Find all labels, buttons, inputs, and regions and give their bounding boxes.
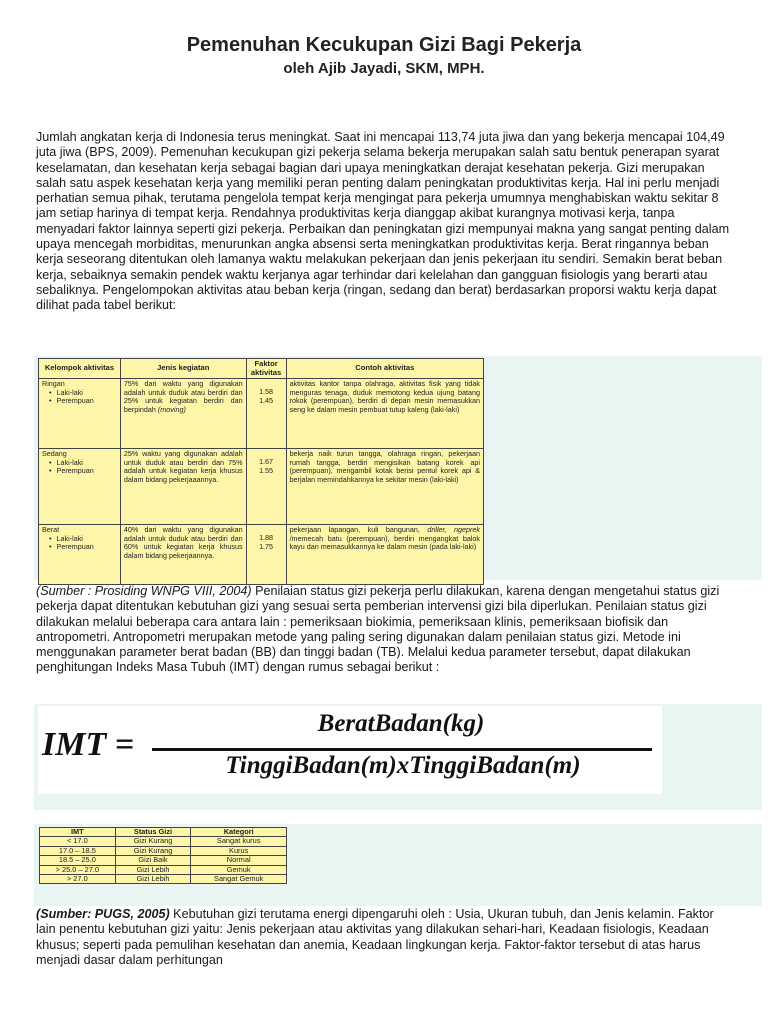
group-female: • Perempuan — [42, 543, 117, 552]
activity-italic: (moving) — [157, 404, 186, 414]
imt-value: 18.5 – 25.0 — [40, 856, 116, 865]
table-row — [39, 449, 484, 525]
nutrition-needs-text: Kebutuhan gizi terutama energi dipengaruhi oleh : Usia, Ukuran tubuh, dan Jenis kelamin. Faktor lain penentu kebutuhan gizi yaitu: Jenis pekerjaan atau aktivitas yang dilakukan sehari-hari, Keadaan fisiologis, Keadaan khusus; seperti pada pemulihan kesehatan dan anemia, Keadaan lingkungan kerja. Faktor-faktor tersebut di atas harus menjadi dasar dalam perhitungan — [36, 907, 714, 967]
imt-table-panel — [34, 824, 762, 906]
imt-status: Gizi Kurang — [115, 846, 191, 855]
header-example: Contoh aktivitas — [286, 359, 483, 379]
imt-category: Kurus — [191, 846, 287, 855]
activity-cell — [120, 379, 246, 449]
factor-female: 1.45 — [259, 395, 274, 405]
header-activity: Jenis kegiatan — [120, 359, 246, 379]
activity-table-header — [39, 359, 484, 379]
imt-formula — [38, 706, 662, 794]
activity-table-panel — [34, 356, 762, 580]
table-row — [40, 837, 287, 846]
imt-category: Sangat Gemuk — [191, 875, 287, 884]
group-cell — [39, 379, 121, 449]
formula-numerator: BeratBadan(kg) — [317, 710, 485, 737]
header-category: Kategori — [191, 828, 287, 837]
factor-male: 1.58 — [259, 387, 274, 397]
group-label: Sedang — [42, 449, 67, 459]
activity-text: 75% dari waktu yang digunakan adalah untuk duduk atau berdiri dan 25% untuk kegiatan berdiri dan berpindah — [123, 379, 243, 414]
example-cell — [286, 525, 483, 585]
imt-category: Gemuk — [191, 865, 287, 874]
group-cell — [39, 449, 121, 525]
imt-status: Gizi Kurang — [115, 837, 191, 846]
imt-table — [39, 827, 287, 884]
factor-female: 1.55 — [259, 465, 274, 475]
imt-value: 17.0 – 18.5 — [40, 846, 116, 855]
intro-paragraph: Jumlah angkatan kerja di Indonesia terus meningkat. Saat ini mencapai 113,74 juta jiwa dan yang bekerja mencapai 104,49 juta jiwa (BPS, 2009). Pemenuhan kecukupan gizi pekerja selama bekerja merupakan salah satu bentuk penerapan syarat keselamatan, dan kesehatan kerja sebagai bagian dari upaya meningkatkan derajat kesehatan pekerja. Gizi merupakan salah satu aspek kesehatan kerja yang memiliki peran penting dalam peningkatan produktivitas kerja. Hal ini perlu menjadi perhatian semua pihak, terutama pengelola tempat kerja mengingat para pekerja umumnya menghabiskan waktu sekitar 8 jam setiap harinya di tempat kerja. Rendahnya produktivitas kerja dianggap akibat kurangnya motivasi kerja, tanpa menyadari faktor lainnya seperti gizi pekerja. Perbaikan dan peningkatan gizi mempunyai makna yang sangat penting dalam upaya mencegah morbiditas, menurunkan angka absensi serta meningkatkan produktivitas kerja. Berat ringannya beban kerja seseorang ditentukan oleh lamanya waktu melakukan pekerjaan dan jenis pekerjaan itu sendiri. Semakin berat beban kerja, sebaiknya semakin pendek waktu kerjanya agar terhindar dari kelelahan dan gangguan fisiologis yang berarti atau sebaliknya. Pengelompokan aktivitas atau beban kerja (ringan, sedang dan berat) berdasarkan proporsi waktu kerja dapat dilihat pada tabel berikut: — [36, 130, 730, 313]
table-row — [39, 379, 484, 449]
header-group: Kelompok aktivitas — [39, 359, 121, 379]
factor-female: 1.75 — [259, 541, 274, 551]
factor-male: 1.67 — [259, 457, 274, 467]
group-label: Ringan — [42, 379, 65, 389]
imt-value: > 25.0 – 27.0 — [40, 865, 116, 874]
formula-fraction-bar — [152, 748, 652, 751]
example-text: /memecah batu (perempuan), berdiri mengangkat balok kayu dan memasukkannya ke dalam mesin (pada laki-laki) — [289, 533, 480, 552]
table-row — [40, 856, 287, 865]
activity-cell: 25% waktu yang digunakan adalah untuk duduk atau berdiri dan 75% adalah untuk kegiatan kerja khusus dalam bidang pekerjaaannya. — [120, 449, 246, 525]
imt-status: Gizi Baik — [115, 856, 191, 865]
source-citation-2: (Sumber: PUGS, 2005) — [36, 907, 170, 921]
table-row — [39, 525, 484, 585]
formula-lhs: IMT = — [42, 726, 135, 763]
header-status: Status Gizi — [115, 828, 191, 837]
group-label: Berat — [42, 525, 60, 535]
nutrition-needs-paragraph — [36, 907, 736, 968]
document-title: Pemenuhan Kecukupan Gizi Bagi Pekerja — [186, 34, 582, 56]
example-cell: aktivitas kantor tanpa olahraga, aktivitas fisik yang tidak menguras tenaga, duduk memotong kedua ujung batang rokok (perempuan), berdiri di depan mesin memasukkan seng ke dalam mesin pembuat tutup kaleng (laki-laki) — [286, 379, 483, 449]
group-female: • Perempuan — [42, 467, 117, 476]
group-male: • Laki-laki — [42, 459, 117, 468]
group-female: • Perempuan — [42, 397, 117, 406]
document-author: oleh Ajib Jayadi, SKM, MPH. — [283, 60, 485, 77]
factor-cell — [246, 449, 286, 525]
imt-category: Normal — [191, 856, 287, 865]
header-factor: Faktor aktivitas — [246, 359, 286, 379]
assessment-text: Penilaian status gizi pekerja perlu dilakukan, karena dengan mengetahui status gizi pekerja dapat ditentukan kebutuhan gizi yang sesuai serta pemberian intervensi gizi bila diperlukan. Penilaian status gizi dilakukan melalui beberapa cara antara lain : pemeriksaan biokimia, pemeriksaan klinis, pemeriksaan biofisik dan antropometri. Antropometri merupakan metode yang paling sering digunakan dalam penilaian status gizi. Metode ini menggunakan parameter berat badan (BB) dan tinggi badan (TB). Melalui kedua parameter tersebut, dapat dilakukan penghitungan Indeks Masa Tubuh (IMT) dengan rumus sebagai berikut : — [36, 584, 720, 675]
imt-value: < 17.0 — [40, 837, 116, 846]
group-cell — [39, 525, 121, 585]
example-italic: driller, ngeprek — [427, 525, 480, 535]
group-male: • Laki-laki — [42, 535, 117, 544]
group-male: • Laki-laki — [42, 389, 117, 398]
imt-category: Sangat kurus — [191, 837, 287, 846]
factor-cell — [246, 379, 286, 449]
header-imt: IMT — [40, 828, 116, 837]
factor-male: 1.88 — [259, 533, 274, 543]
formula-denominator: TinggiBadan(m)xTinggiBadan(m) — [225, 752, 581, 779]
activity-cell: 40% dari waktu yang digunakan adalah untuk duduk atau berdiri dan 60% untuk kegiatan kerja khusus dalam bidang pekerjaannya. — [120, 525, 246, 585]
factor-cell — [246, 525, 286, 585]
imt-status: Gizi Lebih — [115, 865, 191, 874]
activity-table — [38, 358, 484, 585]
example-pre: pekerjaan lapangan, kuli bangunan, — [289, 525, 420, 535]
assessment-paragraph — [36, 584, 736, 676]
example-cell: bekerja naik turun tangga, olahraga ringan, pekerjaan rumah tangga, berdiri mengisikan batang korek api (perempuan), mengambil kotak berisi pentul korek api & berjalan memindahkannya ke sekitar mesin (laki-laki) — [286, 449, 483, 525]
source-citation-1: (Sumber : Prosiding WNPG VIII, 2004) — [36, 584, 252, 598]
formula-panel — [34, 704, 762, 810]
imt-status: Gizi Lebih — [115, 875, 191, 884]
imt-value: > 27.0 — [40, 875, 116, 884]
table-row — [40, 875, 287, 884]
